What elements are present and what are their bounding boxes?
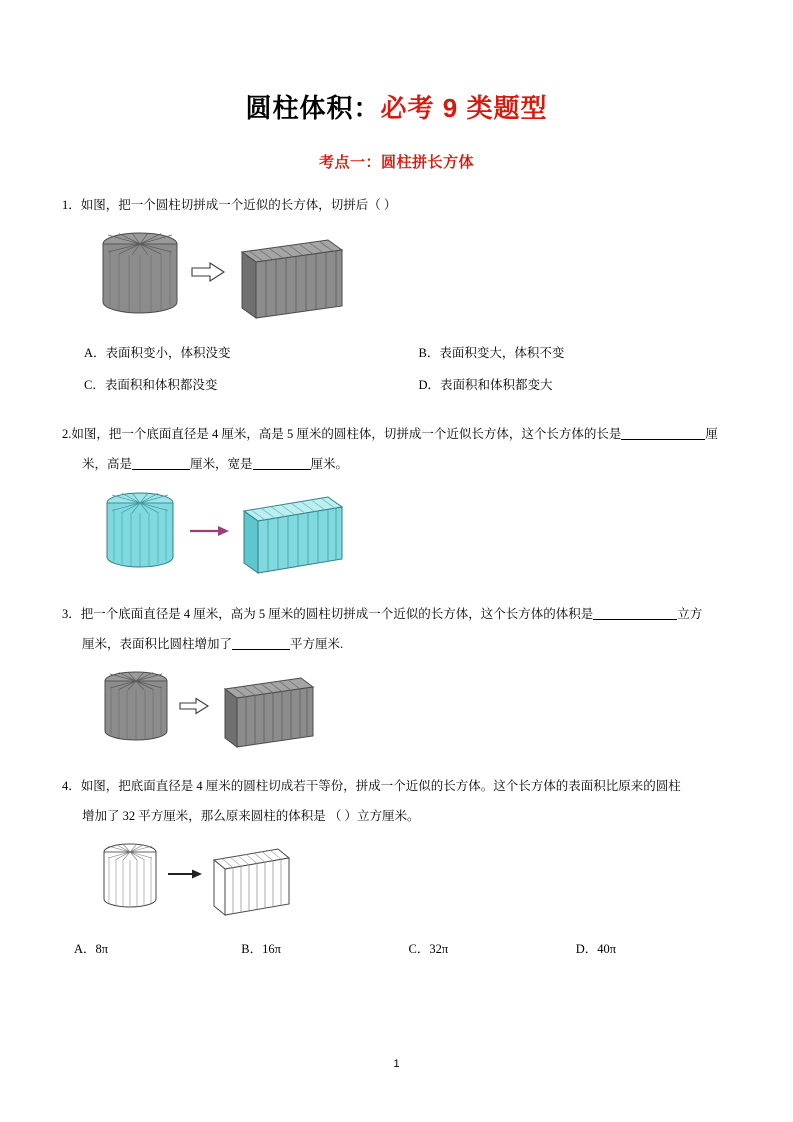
- question-3: [62, 599, 731, 753]
- question-2-text: [62, 419, 731, 449]
- question-3-blank-volume[interactable]: [593, 619, 677, 620]
- question-4-choice-b[interactable]: B．16π: [241, 942, 281, 956]
- question-3-number: 3．: [62, 607, 81, 621]
- question-4-text: [62, 771, 731, 801]
- question-4-choice-c[interactable]: C．32π: [408, 942, 449, 956]
- question-2-body-2: 厘: [705, 427, 718, 441]
- question-2-figure: [62, 489, 731, 581]
- question-4-choice-d[interactable]: D．40π: [575, 942, 617, 956]
- question-2-body-1: 如图，把一个底面直径是 4 厘米，高是 5 厘米的圆柱体，切拼成一个近似长方体，这个长方体的长是: [71, 427, 622, 441]
- question-1-choice-d[interactable]: D．表面积和体积都变大: [418, 378, 553, 392]
- question-3-body-2: 立方: [677, 607, 703, 621]
- question-4-body-1: 如图，把底面直径是 4 厘米的圆柱切成若干等份，拼成一个近似的长方体。这个长方体的表面积比原来的圆柱: [80, 779, 681, 793]
- question-4-text-line2: [62, 801, 731, 831]
- question-4-choices: [62, 933, 731, 965]
- question-1-figure: [62, 230, 731, 325]
- question-3-blank-area[interactable]: [232, 649, 290, 650]
- question-3-body-3: 厘米，表面积比圆柱增加了: [82, 637, 233, 651]
- question-2-blank-width[interactable]: [253, 469, 311, 470]
- question-4-figure: [62, 841, 731, 921]
- question-4: [62, 771, 731, 965]
- question-2-body-3: 米，高是: [82, 457, 133, 471]
- question-1-body: 如图，把一个圆柱切拼成一个近似的长方体，切拼后（ ）: [80, 198, 397, 212]
- question-4-number: 4．: [62, 779, 81, 793]
- question-1-choices-row-1: [62, 337, 731, 369]
- question-2-blank-length[interactable]: [621, 439, 705, 440]
- question-2-number: 2.: [62, 427, 72, 441]
- page-title: [62, 88, 731, 125]
- question-1-text: [62, 190, 731, 220]
- question-3-body-4: 平方厘米.: [290, 637, 344, 651]
- question-2-body-4: 厘米，宽是: [190, 457, 253, 471]
- question-1-number: 1．: [62, 198, 81, 212]
- arrow-icon: [192, 263, 224, 281]
- question-1-choice-c[interactable]: C．表面积和体积都没变: [84, 378, 218, 392]
- title-highlight-text: 必考 9 类题型: [380, 93, 548, 123]
- question-1-choice-a[interactable]: A．表面积变小，体积没变: [84, 346, 231, 360]
- question-4-choices-row: [62, 933, 731, 965]
- question-3-text: [62, 599, 731, 629]
- question-1-choice-b[interactable]: B．表面积变大，体积不变: [418, 346, 565, 360]
- arrow-icon: [168, 870, 202, 879]
- arrow-icon: [190, 526, 229, 536]
- question-4-choice-a[interactable]: A．8π: [74, 942, 109, 956]
- question-2-body-5: 厘米。: [310, 457, 349, 471]
- title-plain-text: 圆柱体积：: [245, 93, 381, 123]
- question-3-body-1: 把一个底面直径是 4 厘米，高为 5 厘米的圆柱切拼成一个近似的长方体，这个长方体的体积是: [80, 607, 594, 621]
- question-3-figure: [62, 669, 731, 753]
- arrow-icon: [180, 699, 208, 714]
- question-2-blank-height[interactable]: [132, 469, 190, 470]
- question-2-text-line2: [62, 449, 731, 479]
- question-3-text-line2: [62, 629, 731, 659]
- section-heading: 考点一：圆柱拼长方体: [318, 154, 474, 171]
- question-1-choices: [62, 337, 731, 401]
- question-2: [62, 419, 731, 581]
- question-4-body-2: 增加了 32 平方厘米，那么原来圆柱的体积是 （ ）立方厘米。: [82, 809, 420, 823]
- question-1: [62, 190, 731, 401]
- question-1-choices-row-2: [62, 369, 731, 401]
- page-number: 1: [393, 1058, 400, 1070]
